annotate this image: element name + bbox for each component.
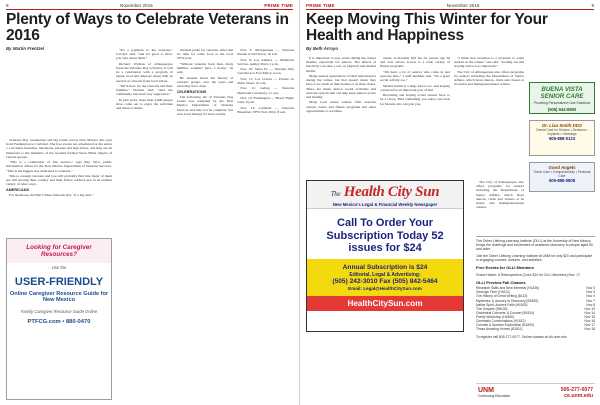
left-col1-p2: "This is a celebration of free service," says Ray Seva, public information officer for the New Mexico Department of Veterans Services. "This is the biggest day dedicated to veterans.": [6, 160, 112, 173]
unm-free-event: Grand Haven: A Retrospective (Cost: $10 for OLLI Members) Nov. 17: [476, 273, 580, 278]
right-col-2: [380, 56, 450, 176]
left-col4-item3: Nov. 10: Santa Fe — Veterans Day Luncheon at Fort Marcy, noon.: [237, 67, 295, 76]
hcs-call-block: [307, 209, 463, 259]
hcs-subscription-info: [307, 259, 463, 296]
left-col-4: [237, 48, 294, 400]
dentist-ad-phone[interactable]: 505-888-0123: [548, 136, 576, 141]
class-name: Geologic Time (H1612): [476, 290, 510, 295]
dentist-ad-title: Dr. Lisa Smith DDS: [542, 123, 582, 128]
class-date: Nov 18: [584, 327, 595, 332]
unm-free-events-head: Free Events for OLLI Members: [476, 265, 535, 271]
class-name: Mysteries: A Journey to Discovery (B1809): [476, 298, 539, 303]
right-page-number: 9: [591, 2, 594, 8]
left-col3-p2: "Without veterans back then, many families wouldn't have a home," he said.: [176, 61, 234, 75]
left-col1-p1: Veterans Day ceremonies and big bands across New Mexico this year from Farmington to Carlsbad. The free events are scheduled for the entire 1 1 includes brunches, luncheons, parades and sign drives, and they are all important to the members of the recently-formed Snow Birds chapter of veteran groups.: [6, 138, 112, 159]
left-col2-p4: In past years, more than 4,000 people have come out to enjoy the activities and listen to music.: [116, 97, 173, 111]
unm-class-list: [476, 286, 595, 331]
home-care-ad[interactable]: [529, 162, 595, 192]
left-col3-p1: checked parks for veterans. After that it's time for some food at the local VFW post.: [176, 48, 234, 61]
class-date: Nov 15: [584, 314, 595, 319]
class-name: Colonial & Spanish Exploration (B1809): [476, 323, 534, 328]
unm-phone[interactable]: 505-277-0077: [560, 386, 593, 393]
left-page-number: 8: [6, 2, 9, 8]
class-name: Poetry Workshop (H1806): [476, 314, 515, 319]
right-col3-p2: The City of Albuquerque also offers programs for seniors including the Department of Senior Affairs, which hosts dances, clubs and classes at its senior and multigenerational centers.: [454, 69, 524, 87]
home-care-ad-title: Good Angels: [548, 165, 576, 170]
left-col4-item1: Nov. 5: Albuquerque — Veterans Parade at Old Town, 10 a.m.: [237, 48, 295, 57]
left-col4-item6: Nov. 12: Farmington — Honor Flight Gala, 6 p.m.: [237, 95, 295, 105]
left-col3-p3: He learned about the history of veterans groups over the years and what they have done.: [176, 75, 234, 88]
class-date: Nov 8: [586, 302, 595, 307]
right-col2-p3: Mental health is a huge factor too, and staying connected is an important part of that.: [380, 83, 450, 92]
hcs-masthead: [307, 181, 463, 209]
buena-vista-phone[interactable]: (505) 944-6900: [547, 107, 577, 112]
hcs-editorial-label: Editorial, Legal & Advertising:: [349, 271, 421, 278]
left-col3-subhead: CELEBRATIONS: [176, 89, 207, 94]
left-col-2: [116, 48, 173, 400]
health-city-sun-ad[interactable]: [306, 180, 464, 332]
caregiver-resource-ad[interactable]: [6, 238, 112, 400]
right-col3-cont-text: The City of Albuquerque also offers programs for seniors including the Department of Senior Affairs, which hosts dances, clubs and classes at its senior and multigenerational centers.: [476, 180, 524, 210]
left-brand: PRIME TIME: [264, 2, 293, 8]
unm-classes-head: OLLI Preview Fall Classes: [476, 280, 526, 286]
caregiver-ad-sub: Use the: [51, 265, 67, 270]
class-name: Research Skills and New Interests (H1336): [476, 286, 540, 291]
class-name: The Gospels (H6105): [476, 306, 508, 311]
left-col3-tail: The following list of Veterans Day events was compiled by the New Mexico Department of Veterans Services and may not be complete. See your local listings for more events.: [176, 94, 234, 116]
right-page: [300, 0, 600, 405]
unm-olli-ad[interactable]: [476, 236, 595, 401]
left-col4-item2: Nov. 6: Los Alamos — Memorial Service, Ashley Pond, 2 p.m.: [237, 57, 295, 66]
right-article-continued: [476, 180, 524, 234]
right-brand: PRIME TIME: [306, 2, 335, 8]
unm-footer: [476, 383, 595, 401]
buena-vista-title: BUENA VISTA SENIOR CARE: [540, 86, 584, 100]
left-running-header: [0, 0, 299, 9]
left-headline: Plenty of Ways to Celebrate Veterans in 2016: [6, 11, 289, 44]
hcs-email[interactable]: Email: Legal@HealthCitySun.com: [348, 285, 422, 291]
right-issue-date: November 2016: [446, 2, 480, 8]
dentist-ad-lines: Dental Care for Seniors • Dentures • Implants • Cleanings: [536, 128, 588, 136]
hcs-logo-name: Health City Sun: [343, 184, 440, 200]
caregiver-ad-title: Looking for Caregiver Resources?: [26, 244, 92, 258]
right-running-header: [300, 0, 600, 9]
hcs-logo: [309, 184, 461, 201]
hcs-call-text: Call To Order Your Subscription Today 52 issues for $24: [326, 217, 444, 254]
right-col-3: [454, 56, 524, 176]
hcs-logo-the: The: [330, 190, 341, 198]
class-name: Cinematic Conversations (H1812): [476, 318, 526, 323]
class-date: Nov 17: [584, 323, 595, 328]
right-col2-p2: "We have a lot of seniors who come in and exercise here," a staff member said. "It's a great social activity too.": [380, 69, 450, 83]
caregiver-ad-contact[interactable]: PTFCG.com • 880-0470: [27, 318, 91, 325]
home-care-ad-lines: Home Care • Companionship • Personal Care: [533, 170, 591, 178]
right-col1-p1: It is important to stay active during the winter months, especially for seniors. The effects of inactivity can take a toll on physical and mental health.: [306, 56, 376, 73]
left-byline: By Martin Frentzel: [6, 46, 45, 51]
list-item: [476, 327, 595, 331]
right-col2-p1: center. A monthly $10 fee for people age 50 and over allows access to a wide variety of fitness programs.: [380, 56, 450, 69]
left-col4-item5: Nov. 11: Gallup — Veterans Memorial Ceremony, 11 a.m.: [237, 86, 295, 95]
right-article-columns: [306, 56, 524, 176]
class-name: Those Amazing Horses (B1811): [476, 327, 523, 332]
unm-logo-sub: Continuing Education: [478, 394, 511, 398]
buena-vista-tagline: Providing Personalized Care Solutions: [533, 101, 591, 105]
left-col4-item4: Nov. 11: Las Cruces — Parade on Main Street, 10 a.m.: [237, 76, 295, 85]
unm-logo-text: UNM: [478, 387, 494, 394]
left-col1-p3: Talk to enough veterans and you will probably find that many of them are still serving their country and their fellow soldiers just in an endless variety of other ways.: [6, 174, 112, 187]
hcs-website[interactable]: HealthCitySun.com: [307, 296, 463, 311]
buena-vista-ad[interactable]: [529, 82, 595, 114]
class-date: Nov 16: [584, 318, 595, 323]
right-col1-p2: Many seniors spend more of their time indoors during the winter, but that doesn't mean they have to be stuck in their homes or in their chairs. There are many indoor social activities and exercise options that can help keep seniors active and healthy.: [306, 74, 376, 100]
left-col1-tail: For Anderson, the Bell Ulman Veterans Day "is a big deal.": [9, 193, 94, 198]
caregiver-ad-middle: Online Caregiver Resource Guide for New Mexico: [9, 291, 109, 304]
right-col3-p1: "I think that isolation is a problem to some seniors in the winter," she said. "Getting out and staying active is so important.": [454, 56, 524, 69]
class-date: Nov 7: [586, 298, 595, 303]
right-byline: By Beth Arroyo: [306, 46, 339, 51]
left-col-3: [177, 48, 234, 400]
caregiver-ad-big: USER-FRIENDLY: [14, 276, 104, 288]
class-date: Nov 14: [584, 310, 595, 315]
unm-intro: The Osher Lifelong Learning Institute (OLLI) at the University of New Mexico brings the challenge and excitement of academic discovery to people aged 50 and older.: [476, 239, 593, 252]
right-col-3-cont: [476, 180, 524, 234]
left-col4-item7: Nov. 13: Carlsbad — Veterans Breakfast, VFW Post 2910, 8 a.m.: [237, 105, 295, 114]
left-col1-subhead: AMERICANS: [6, 188, 29, 193]
hcs-annual-price: Annual Subscription is $24: [342, 263, 428, 271]
class-date: Nov 4: [586, 294, 595, 299]
unm-logo: [478, 387, 510, 398]
class-name: The History of Great Writing (B113): [476, 294, 528, 299]
class-name: Orchestral Concerts: A Concert (B1810): [476, 310, 535, 315]
right-headline: Keep Moving This Winter for Your Health and Happiness: [306, 11, 548, 44]
unm-contact[interactable]: [561, 387, 593, 399]
class-name: Native Spirit, Ancient Faith (H1803): [476, 302, 528, 307]
class-date: Nov 3: [586, 290, 595, 295]
right-col2-p4: Becoming and staying active doesn't have to be a chore. Find something you enjoy and look for friends who can join you.: [380, 93, 450, 106]
unm-more: Join the Osher Lifelong Learning Institute at UNM for only $20 and participate in engaging courses, lectures, and activities.: [476, 253, 593, 262]
left-col2-p1: "It's a payment to the veterans," Carolyn said, "and it's good to show you care about them.": [116, 48, 173, 61]
hcs-subtitle: New Mexico's Legal & Financial Weekly Newspaper: [332, 202, 438, 207]
left-col2-p2: Richard Wyman of Albuquerque hosts the Veterans Day activities. It will be a celebration with a program of bands, food and displays along with an auction of artwork from local artists.: [116, 61, 173, 83]
home-care-ad-phone[interactable]: 505-888-0808: [548, 178, 576, 183]
unm-register[interactable]: To register call 505-277-0077. Online classes at olli.unm.edu: [476, 335, 567, 340]
left-col2-p3: "We're here for the veterans and their families," Wyman said. "And the community has been very supportive.": [116, 84, 173, 97]
dentist-ad[interactable]: [529, 120, 595, 156]
class-date: Nov 10: [584, 306, 595, 311]
unm-web[interactable]: ce.unm.edu: [564, 392, 593, 399]
caregiver-ad-header: [7, 239, 111, 263]
right-col1-p3: Many local senior centers offer exercise classes, dance and fitness programs and other opportunities to socialize.: [306, 100, 376, 113]
right-col-1: [306, 56, 376, 176]
hcs-phone-fax[interactable]: (505) 242-3010 Fax (505) 842-5464: [332, 277, 438, 285]
left-issue-date: November 2016: [120, 2, 153, 8]
caregiver-ad-sponsor: Family Caregiver Resource Guide Online: [20, 308, 98, 314]
class-date: Nov 3: [586, 286, 595, 291]
